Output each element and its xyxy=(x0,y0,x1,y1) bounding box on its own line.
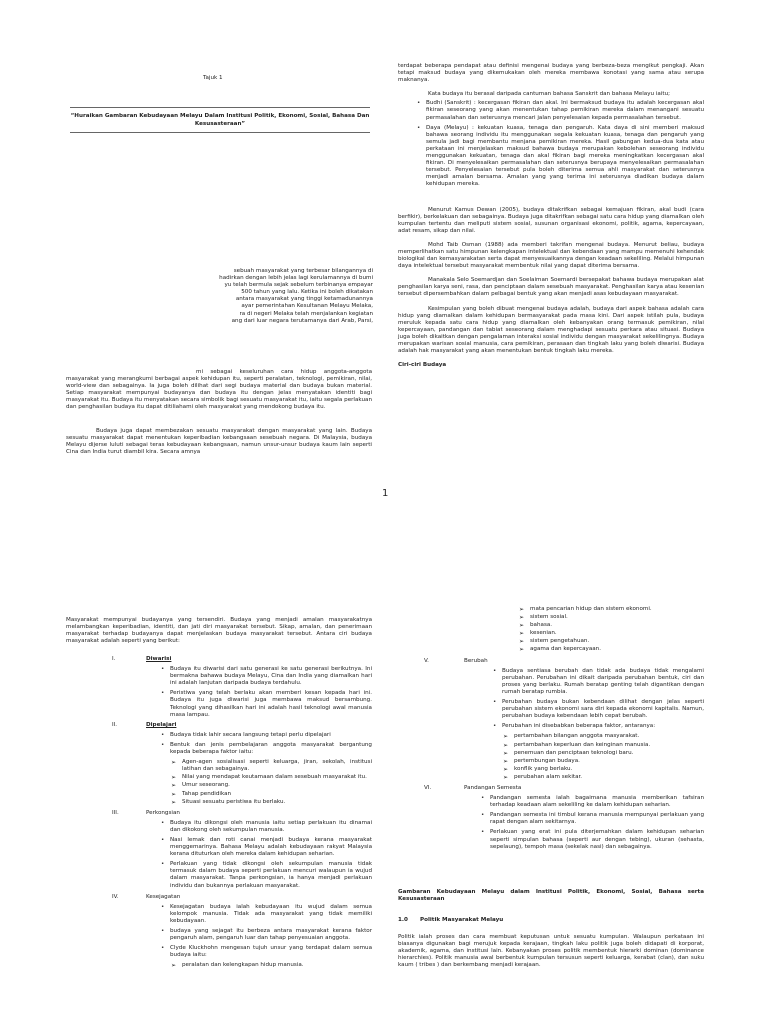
etymology-list xyxy=(398,100,704,188)
list-item: • Pandangan semesta ini timbul kerana manusia mempunyai perlakuan yang rapat dengan alam sekitarnya. xyxy=(478,812,704,826)
list-item: ➢ Umur seseorang. xyxy=(170,782,372,789)
section-number: II. xyxy=(112,721,118,728)
section-title: Diwarisi xyxy=(146,656,172,662)
list-item: ➢ Situasi sesuatu peristiwa itu berlaku. xyxy=(170,799,372,806)
list-item: ➢ sistem sosial. xyxy=(518,614,704,621)
left-body xyxy=(66,369,372,463)
list-item: ➢ agama dan kepercayaan. xyxy=(518,646,704,653)
list-item: • Budaya itu dikongsi oleh manusia iaitu setiap perlakuan itu dinamai dan dikokong oleh sekumpulan manusia. xyxy=(158,820,372,834)
section-heading: Gambaran Kebudayaan Melayu dalam Institusi Politik, Ekonomi, Sosial, Bahasa serta Kesusasteraan xyxy=(398,888,704,902)
p2-left-list xyxy=(66,656,372,970)
paragraph: Manakala Selo Soemardjan dan Soelaiman Soemardi bersepakat bahawa budaya merupakan alat penghasilan karya seni, rasa, dan penciptaan dalam sesebuah masyarakat. Penghasilan karya atau kesenian tersebut dipersembahkan dalam pelbagai bentuk yang akan menjadi asas kebudayaan masyarakat. xyxy=(398,277,704,298)
intro-line: antara masyarakat yang tinggi ketamadunannya xyxy=(235,296,373,303)
list-item: ➢ Nilai yang mendapat keutamaan dalam sesebuah masyarakat itu. xyxy=(170,774,372,781)
section-number: I. xyxy=(112,656,116,662)
list-item: ➢ bahasa. xyxy=(518,622,704,629)
list-item: • Budaya sentiasa berubah dan tidak ada budaya tidak mengalami perubahan. Perubahan ini dikait daripada perubahan bentuk, ciri dan proses yang berlaku. Rumah beratap genting telah digantikan dengan rumah beratap rumbia. xyxy=(490,668,704,696)
section-title: Pandangan Semesta xyxy=(464,784,522,791)
intro-line: ayar pemerintahan Kesultanan Melayu Melaka, xyxy=(241,303,373,310)
subsection-title: Politik Masyarakat Melayu xyxy=(420,916,504,923)
tajuk-heading: Tajuk 1 xyxy=(203,75,223,81)
section-title: Berubah xyxy=(464,657,488,664)
right-body xyxy=(398,63,704,376)
list-item: • Perlakuan yang tidak dikongsi oleh sekumpulan manusia tidak termasuk dalam budaya seperti perlakuan mencuri walaupun ia wujud dalam masyarakat. Tanpa perkongsian, ia hanya menjadi perlakuan individu dan bukannya perlakuan masyarakat. xyxy=(158,861,372,889)
section-heading: Ciri-ciri Budaya xyxy=(398,362,447,369)
list-item: • Kesejagatan budaya ialah kebudayaan itu wujud dalam semua kelompok manusia. Tidak ada masyarakat yang tidak memiliki kebudayaan. xyxy=(158,904,372,925)
section-number: VI. xyxy=(424,784,432,791)
list-item: ➢ sistem pengetahuan. xyxy=(518,638,704,645)
section-title: Kesejagatan xyxy=(146,893,181,900)
paragraph: mi sebagai keseluruhan cara hidup anggota-anggota masyarakat yang merangkumi berbagai aspek kehidupan itu, seperti peralatan, teknologi, pemikiran, nilai, world-view dan sebagainya. Ia juga boleh dilihat dari segi budaya material dan budaya bukan material. Setiap masyarakat mempunyai budayanya dan budaya itu dengan jelas menyatakan identiti bagi masyarakat itu. Budaya itu menyatakan secara simbolik bagi sesuatu masyarakat itu, iaitu segala perlakuan dan penghasilan budaya itu dapat ditiliahami oleh masyarakat yang mendokong budaya itu. xyxy=(66,369,372,411)
page-number: 1 xyxy=(382,488,389,499)
list-item: ➢ pertambahan bilangan anggota masyarakat. xyxy=(502,733,704,740)
intro-line: ra di negeri Melaka telah menjalankan kegiatan xyxy=(239,310,373,317)
intro-line: hadirkan dengan lebih jelas lagi kerulamannya di bumi xyxy=(219,275,373,282)
section-title: Perkongsian xyxy=(146,809,180,816)
list-item: • Daya (Melayu) : kekuatan kuasa, tenaga dan pengaruh. Kata daya di sini memberi maksud bahawa seorang individu itu menggunakan segala kekuatan kuasa, tenaga dan pengaruh yang semula jadi bagi membantu menjana pemikiran mereka. Hasil gabungan kedua-dua kata atau perkataan ini menjelaskan maksud bahawa budaya merupakan kebolehan seseorang individu menggunakan kekuatan, tenaga dan akal fikiran bagi mereka meningkatkan kecergasan akal fikiran. Di menyelesaikan permasalahan dan seterusnya berupaya menyelesaikan permasalahan tersebut. Penyelesaian tersebut pula boleh diterima semua ahli masyarakat dan seterusnya menjadi amalan bersama. Amalan yang yang terima ini seterusnya diadikan budaya dalam kehidupan mereka. xyxy=(414,125,704,189)
paragraph: Kesimpulan yang boleh dibuat mengenai budaya adalah, budaya dari aspek bahasa adalah cara hidup yang diamalkan dalam kehidupan bermasyarakat pada masa kini. Dari aspek istilah pula, budaya meruluk kepada satu cara hidup yang diamalkan oleh kebanyakan orang termasuk pemikiran, nilai kepercayaan, pandangan dan tabiat seseorang dalam menghadapi sesuatu perkara atau situasi. Budaya juga boleh dikaitkan dengan pengalaman interaksi sosial individu dengan masyarakat sekelilingnya. Budaya merupakan warisan sosial manusia, cara pemikiran, perasaan dan tingkah laku yang boleh diwarisi. Budaya adalah hak masyarakat yang akan menentukan bentuk tingkah laku mereka. xyxy=(398,305,704,355)
list-item: • Budaya itu diwarisi dari satu generasi ke satu generasi berikutnya. Ini bermakna bahawa budaya Melayu, Cina dan India yang diamalkan hari ini adalah lanjutan daripada budaya terdahulu. xyxy=(158,666,372,687)
list-item: ➢ perubahan alam sekitar. xyxy=(502,774,704,781)
paragraph: Budaya juga dapat membezakan sesuatu masyarakat dengan masyarakat yang lain. Budaya sesuatu masyarakat dapat menentukan keperibadian kebangsaan sesebuah negara. Di Malaysia, budaya Melayu dijerse luluti sebagai teras kebudayaan kebangsaan, namun unsur-unsur budaya kaum lain seperti Cina dan India turut diambil kira. Secara amnya xyxy=(66,427,372,455)
list-item: ➢ pertembungan budaya. xyxy=(502,758,704,765)
intro-line: sebuah masyarakat yang terbesar bilangannya di xyxy=(233,268,373,274)
list-item: ➢ Agen-agen sosialisasi seperti keluarga, jiran, sekolah, institusi latihan dan sebagainya. xyxy=(170,759,372,773)
subsection-number: 1.0 xyxy=(398,916,408,923)
list-item: ➢ kesenian. xyxy=(518,630,704,637)
section-number: III. xyxy=(112,809,119,816)
section-number: V. xyxy=(424,657,429,664)
intro-line: yu telah bermula sejak sebelum terbinanya empayar xyxy=(224,282,373,289)
list-item: • Clyde Kluckhohn mengesan tujuh unsur yang terdapat dalam semua budaya iaitu: xyxy=(158,945,372,959)
paragraph: Kata budaya itu berasal daripada cantuman bahasa Sanskrit dan bahasa Melayu iaitu; xyxy=(428,91,670,98)
list-item: ➢ peralatan dan kelengkapan hidup manusia. xyxy=(170,962,372,969)
list-item: • budaya yang sejagat itu berbeza antara masyarakat kerana faktor pengaruh alam, pengaruh luar dan tahap penyesuaian anggota. xyxy=(158,928,372,942)
list-item: • Peristiwa yang telah berlaku akan memberi kesan kepada hari ini. Budaya itu juga diwarisi juga membawa maksud bersambung. Teknologi yang dihasilkan hari ini adalah hasil teknologi awal manusia masa lampau. xyxy=(158,690,372,718)
list-item: • Budaya tidak lahir secara langsung tetapi perlu dipelajari xyxy=(158,732,372,739)
list-item: • Bentuk dan jenis pembelajaran anggota masyarakat bergantung kepada beberapa faktor iaitu: xyxy=(158,742,372,756)
essay-question xyxy=(70,107,370,133)
list-item: ➢ konflik yang berlaku. xyxy=(502,766,704,773)
list-item: • Perubahan ini disebabkan beberapa faktor, antaranya: xyxy=(490,723,704,730)
paragraph: Politik ialah proses dan cara membuat keputusan untuk sesuatu kumpulan. Walaupun perkataan ini biasanya digunakan bagi merujuk kepada kerajaan, tingkah laku politik juga boleh didapati di korporat, akademik, agama, dan institusi lain. Kebanyakan proses politik membentuk hierarki dominan (dominance hierarchies). Politik manusia awal berbentuk kumpulan tersusun seperti keluarga, kerabat (clan), dan suku kaum ( tribes ) dan berkembang menjadi kerajaan. xyxy=(398,934,704,969)
paragraph: Menurut Kamus Dewan (2005), budaya ditakrifkan sebagai kemajuan fikiran, akal budi (cara berfikir), berkelakuan dan sebagainya. Budaya juga ditakrifkan sebagai satu cara hidup yang diamalkan oleh kumpulan tertentu dan meliputi sistem sosial, susunan organisasi ekonomi, politik, agama, kepercayaan, adat resam, sikap dan nilai. xyxy=(398,206,704,234)
p2-intro: Masyarakat mempunyai budayanya yang tersendiri. Budaya yang menjadi amalan masyarakatnya melambangkan keperibadian, identiti, dan jati diri masyarakat tersebut. Sikap, amalan, dan penerimaan masyarakat terhadap budayanya dapat menjelaskan budaya masyarakat tersebut. Antara ciri budaya masyarakat adalah seperti yang berikut: xyxy=(66,617,372,645)
paragraph: terdapat beberapa pendapat atau definisi mengenai budaya yang berbeza-beza mengikut pengkaji. Akan tetapi maksud budaya yang dikemukakan oleh mereka membawa konotasi yang sama atau serupa maknanya. xyxy=(398,63,704,84)
list-item: ➢ mata pencarian hidup dan sistem ekonomi. xyxy=(518,606,704,613)
list-item: ➢ penemuan dan penciptaan teknologi baru. xyxy=(502,750,704,757)
intro-line: 500 tahun yang lalu. Ketika ini boleh dikatakan xyxy=(241,289,373,296)
section-number: IV. xyxy=(112,893,119,900)
list-item: • Pandangan semesta ialah bagaimana manusia memberikan tafsiran terhadap keadaan alam sekeliling ke dalam kehidupan seharian. xyxy=(478,795,704,809)
section-title: Dipelajari xyxy=(146,721,177,728)
paragraph: Mohd Taib Osman (1988) ada memberi takrifan mengenai budaya. Menurut beliau, budaya memperlihatkan satu himpunan kelengkapan intelektual dan kebendaan yang mampu memenuhi kehendak biologikal dan kemasyarakatan serta dapat menyesuaikannya dengan keadaan sekeliling. Melalui himpunan daya intelektual tersebut masyarakat membentuk nilai yang dapat diterima bersama. xyxy=(398,241,704,270)
intro-fragment xyxy=(193,268,373,325)
list-item: • Perubahan budaya bukan kebendaan dilihat dengan jelas seperti perubahan sistem ekonomi sara diri kepada ekonomi kapitalis. Namun, perubahan budaya kebendaan lebih cepat berubah. xyxy=(490,699,704,720)
list-item: • Nasi lemak dan roti canai menjadi budaya kerana masyarakat menggemarinya. Bahasa Melayu adalah kebudayaan rakyat Malaysia kerana dituturkan oleh mereka dalam kehidupan seharian. xyxy=(158,837,372,858)
list-item: • Budhi (Sanskrit) : kecergasan fikiran dan akal. Ini bermaksud budaya itu adalah kecergasan akal fikiran seseorang yang akan menentukan tahap pemikiran mereka dalam menangani sesuatu permasalahan dan seterusnya mencari jalan penyelesaian kepada permasalahan tersebut. xyxy=(414,100,704,121)
p2-right-list xyxy=(398,606,704,976)
intro-line: ang dari luar negara terutamanya dari Arab, Parsi, xyxy=(231,317,373,324)
list-item: ➢ pertambahan keperluan dan keinginan manusia. xyxy=(502,742,704,749)
list-item: ➢ Tahap pendidikan xyxy=(170,791,372,798)
essay-question-text: “Huraikan Gambaran Kebudayaan Melayu Dalam Institusi Politik, Ekonomi, Sosial, Bahasa Dan Kesusasteraan” xyxy=(70,113,370,127)
list-item: • Perlakuan yang erat ini pula diterjemahkan dalam kehidupan seharian seperti simpulan bahasa (seperti aur dengan tebing), ukuran (sehasta, sepelaung), tempoh masa (sekelak nasi) dan sebagainya. xyxy=(478,829,704,850)
